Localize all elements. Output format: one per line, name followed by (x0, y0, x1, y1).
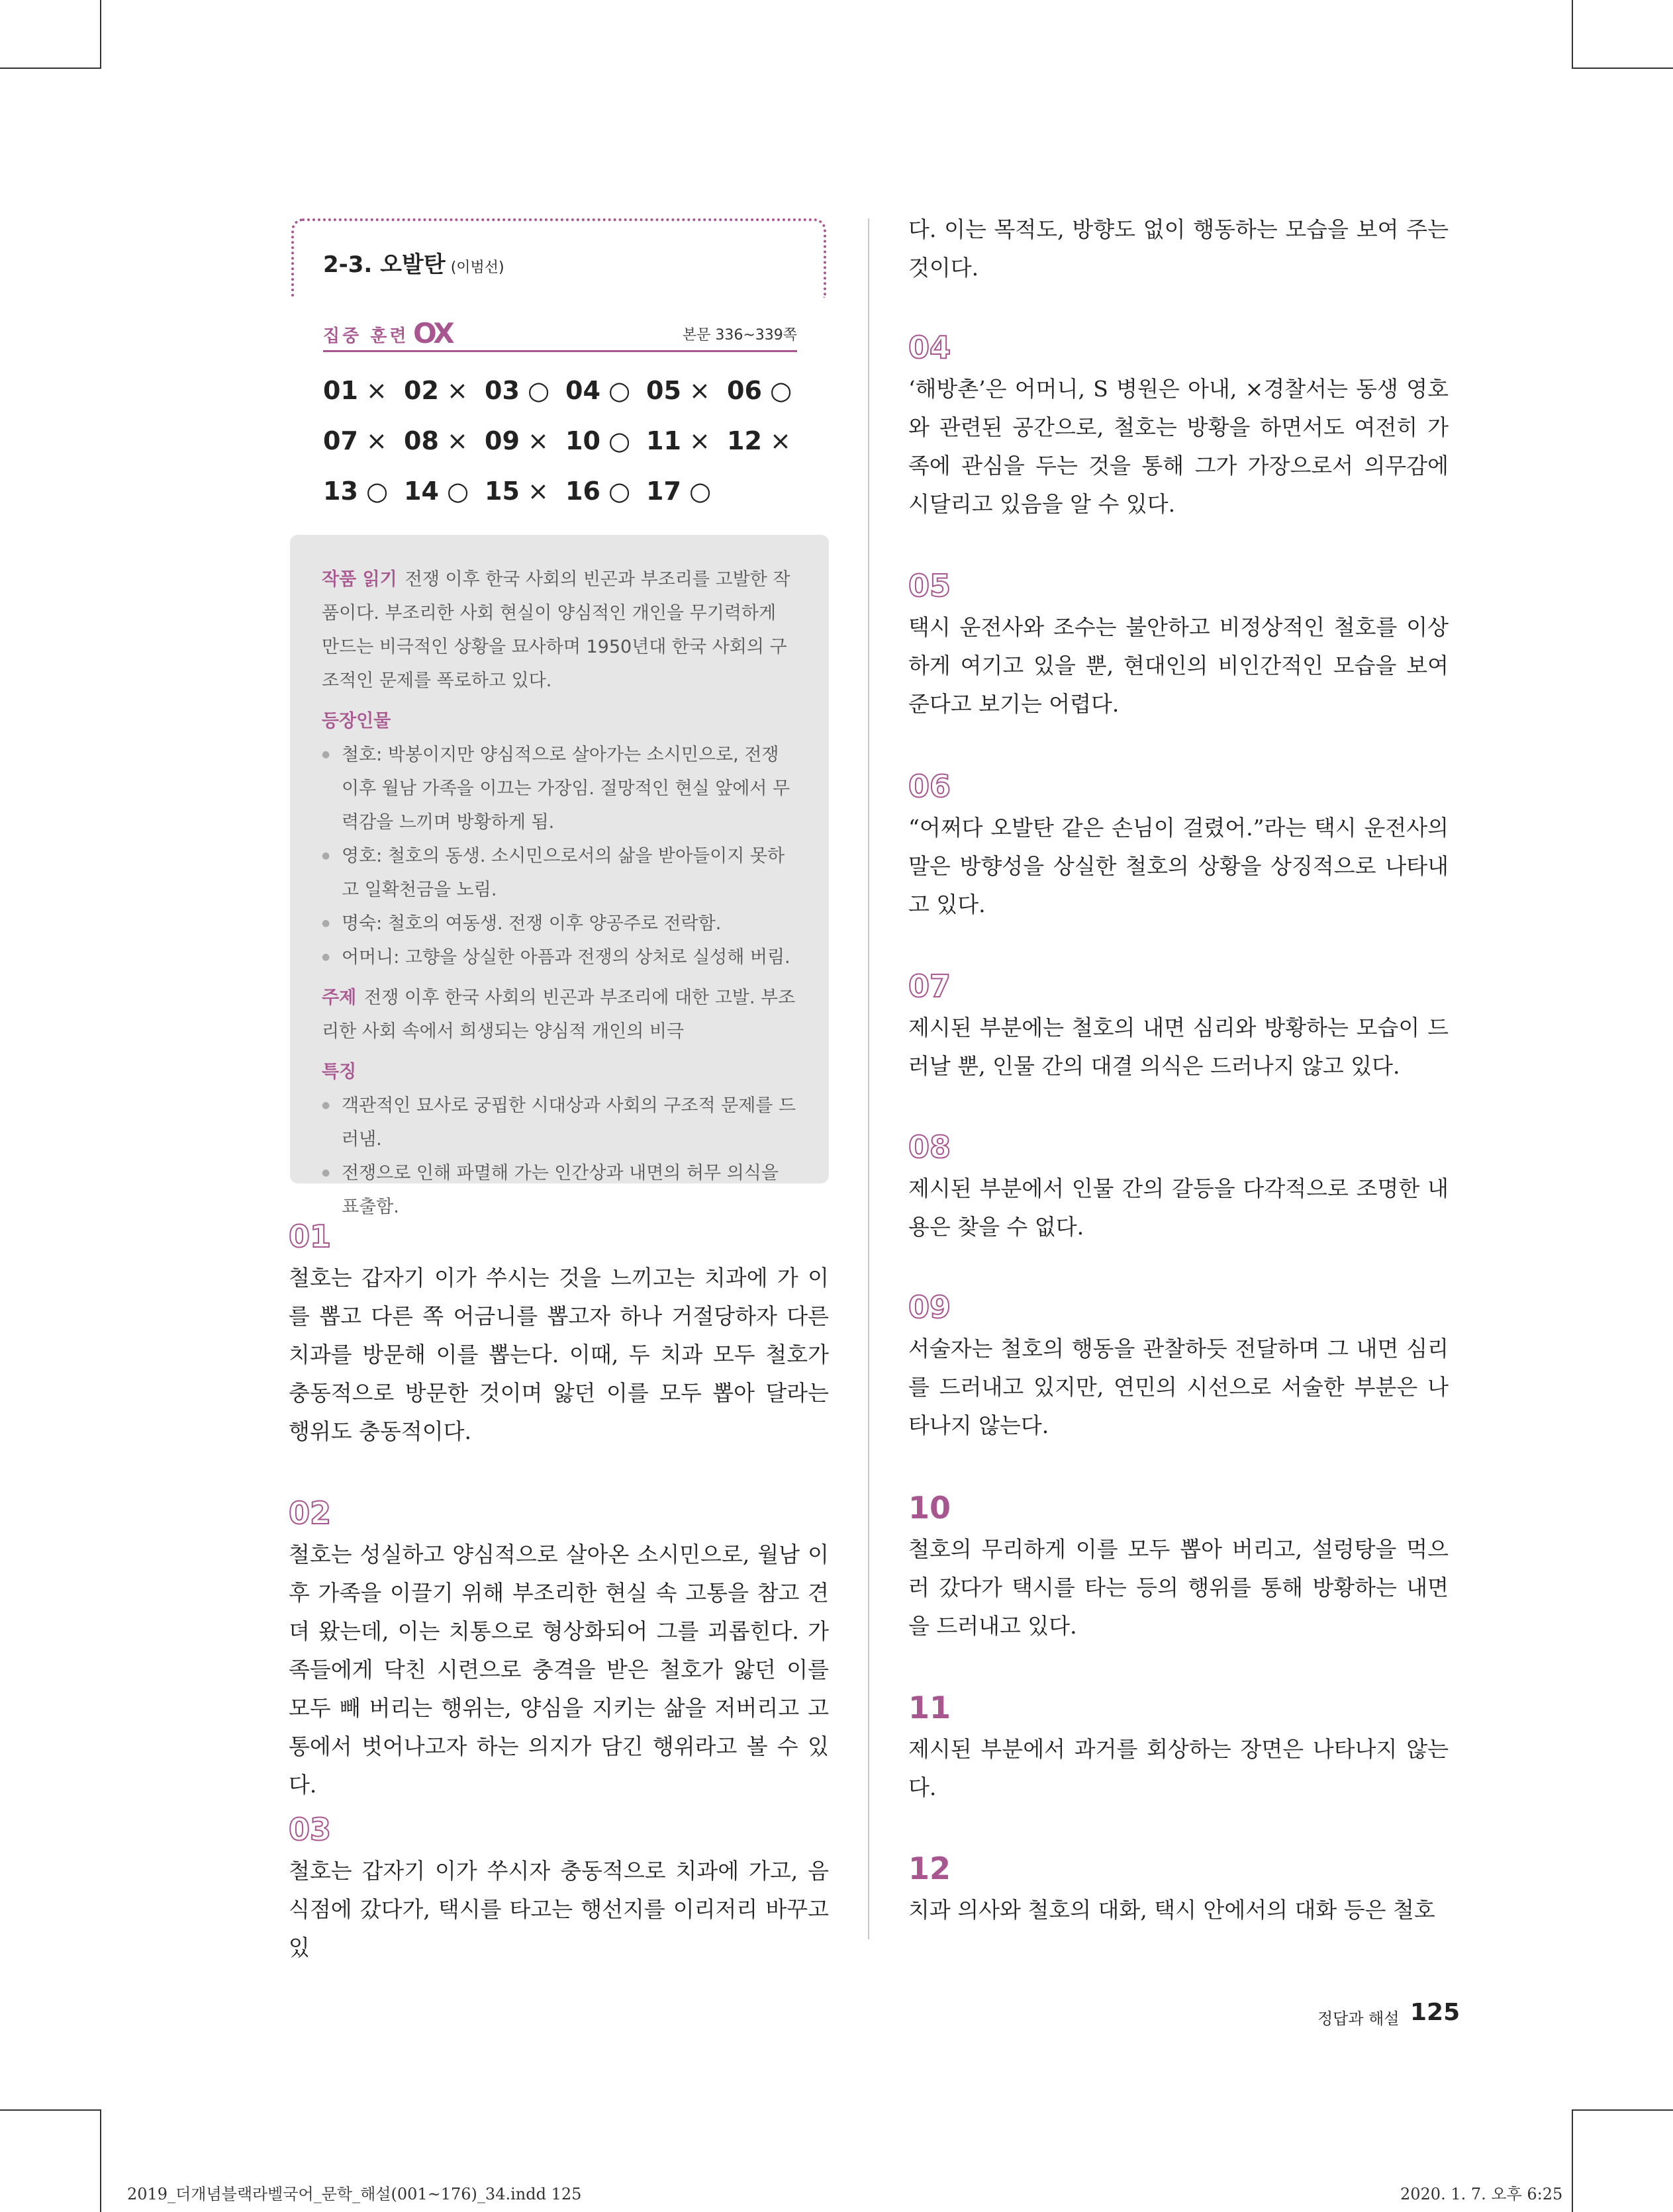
character-item: ● 철호: 박봉이지만 양심적으로 살아가는 소시민으로, 전쟁 이후 월남 가족을 이끄는 가장임. 절망적인 현실 앞에서 무력감을 느끼며 방황하게 됨. (322, 738, 797, 839)
answer-item: 06 ○ (727, 376, 792, 405)
answer-item: 13 ○ (323, 477, 389, 506)
answer-item: 16 ○ (565, 477, 631, 506)
explanation-08 (908, 1127, 1449, 1246)
reading-label: 작품 읽기 (322, 569, 397, 590)
theme-text: 전쟁 이후 한국 사회의 빈곤과 부조리에 대한 고발. 부조리한 사회 속에서 희생되는 양심적 개인의 비극 (322, 988, 796, 1042)
crop-mark (1572, 2109, 1673, 2111)
crop-mark (100, 0, 101, 68)
explanation-text: 치과 의사와 철호의 대화, 택시 안에서의 대화 등은 철호 (908, 1897, 1435, 1923)
answer-row (323, 477, 826, 527)
answer-item: 08 × (404, 426, 468, 455)
explanation-text: 제시된 부분에는 철호의 내면 심리와 방황하는 모습이 드러날 뿐, 인물 간의 대결 의식은 드러나지 않고 있다. (908, 1015, 1449, 1079)
question-number: 07 (908, 968, 951, 1004)
question-number: 03 (289, 1812, 332, 1847)
print-slug-file: 2019_더개념블랙라벨국어_문학_해설(001~176)_34.indd 125 (127, 2185, 582, 2203)
explanation-05 (908, 566, 1449, 723)
answer-item: 17 ○ (646, 477, 712, 506)
explanation-text: 철호는 갑자기 이가 쑤시자 충동적으로 치과에 가고, 음식점에 갔다가, 택시를 타고는 행선지를 이리저리 바꾸고 있 (289, 1858, 829, 1960)
footer-label: 정답과 해설 (1317, 2009, 1400, 2028)
explanation-02 (289, 1493, 829, 1804)
character-item: ● 명숙: 철호의 여동생. 전쟁 이후 양공주로 전락함. (322, 907, 797, 941)
feature-item: ● 전쟁으로 인해 파멸해 가는 인간상과 내면의 허무 의식을 표출함. (322, 1156, 797, 1224)
question-number: 05 (908, 568, 951, 604)
unit-title-text: 2-3. 오발탄 (323, 252, 446, 278)
explanation-06 (908, 766, 1449, 924)
crop-mark (0, 2109, 101, 2111)
answer-item: 10 ○ (565, 426, 631, 455)
feature-item: ● 객관적인 묘사로 궁핍한 시대상과 사회의 구조적 문제를 드러냄. (322, 1089, 797, 1156)
explanation-text: 제시된 부분에서 인물 간의 갈등을 다각적으로 조명한 내용은 찾을 수 없다. (908, 1175, 1449, 1240)
character-item: ● 어머니: 고향을 상실한 아픔과 전쟁의 상처로 실성해 버림. (322, 941, 797, 974)
explanation-07 (908, 966, 1449, 1085)
answer-item: 02 × (404, 376, 468, 405)
print-slug-date: 2020. 1. 7. 오후 6:25 (1400, 2185, 1563, 2203)
theme-section (322, 981, 797, 1048)
answer-item: 09 × (485, 426, 549, 455)
question-number: 11 (908, 1690, 951, 1726)
explanation-text: 제시된 부분에서 과거를 회상하는 장면은 나타나지 않는다. (908, 1736, 1449, 1800)
training-label: 집중 훈련 (323, 326, 409, 346)
reading-text: 전쟁 이후 한국 사회의 빈곤과 부조리를 고발한 작품이다. 부조리한 사회 현실이 양심적인 개인을 무기력하게 만드는 비극적인 상황을 묘사하며 1950년대 한국 사회의 구조적인 문제를 폭로하고 있다. (322, 569, 790, 691)
ox-logo: OX (413, 317, 452, 349)
answer-item: 15 × (485, 477, 549, 506)
explanation-text: 철호는 갑자기 이가 쑤시는 것을 느끼고는 치과에 가 이를 뽑고 다른 쪽 어금니를 뽑고자 하나 거절당하자 다른 치과를 방문해 이를 뽑는다. 이때, 두 치과 모두 철호가 충동적으로 방문한 것이며 앓던 이를 모두 뽑아 달라는 행위도 충동적이다. (289, 1265, 829, 1444)
explanation-12 (908, 1849, 1449, 1929)
explanation-text: 철호는 성실하고 양심적으로 살아온 소시민으로, 월남 이후 가족을 이끌기 위해 부조리한 현실 속 고통을 참고 견뎌 왔는데, 이는 치통으로 형상화되어 그를 괴롭힌다. 가족들에게 닥친 시련으로 충격을 받은 철호가 앓던 이를 모두 빼 버리는 행위는, 양심을 지키는 삶을 저버리고 고통에서 벗어나고자 하는 의지가 담긴 행위라고 볼 수 있다. (289, 1542, 829, 1798)
page-number: 125 (1410, 1999, 1460, 2026)
answer-item: 03 ○ (485, 376, 550, 405)
explanation-11 (908, 1688, 1449, 1807)
character-item: ● 영호: 철호의 동생. 소시민으로서의 삶을 받아들이지 못하고 일확천금을 노림. (322, 839, 797, 907)
question-number: 08 (908, 1129, 951, 1165)
explanation-text: 서술자는 철호의 행동을 관찰하듯 전달하며 그 내면 심리를 드러내고 있지만, 연민의 시선으로 서술한 부분은 나타나지 않는다. (908, 1336, 1449, 1438)
explanation-09 (908, 1287, 1449, 1445)
features-label: 특징 (322, 1062, 357, 1082)
unit-title (323, 246, 504, 279)
explanation-03-continued (908, 210, 1449, 287)
unit-author: (이범선) (450, 259, 504, 276)
work-info-box (290, 535, 829, 1217)
answer-item: 01 × (323, 376, 387, 405)
answer-item: 14 ○ (404, 477, 469, 506)
answer-item: 07 × (323, 426, 387, 455)
answer-grid (323, 376, 826, 527)
column-divider (868, 218, 869, 1939)
explanation-text: 다. 이는 목적도, 방향도 없이 행동하는 모습을 보여 주는 것이다. (908, 216, 1449, 281)
explanation-text: 철호의 무리하게 이를 모두 뽑아 버리고, 설렁탕을 먹으러 갔다가 택시를 타는 등의 행위를 통해 방황하는 내면을 드러내고 있다. (908, 1536, 1449, 1639)
characters-label: 등장인물 (322, 711, 391, 731)
crop-mark (1572, 2109, 1573, 2212)
question-number: 02 (289, 1495, 332, 1531)
answer-item: 05 × (646, 376, 710, 405)
question-number: 12 (908, 1851, 951, 1886)
crop-mark (100, 2109, 101, 2212)
answer-item: 12 × (727, 426, 791, 455)
answer-row (323, 426, 826, 477)
crop-mark (0, 68, 101, 69)
page-reference: 본문 336~339쪽 (682, 327, 797, 344)
question-number: 01 (289, 1219, 332, 1254)
explanation-04 (908, 328, 1449, 524)
question-number: 04 (908, 330, 951, 365)
question-number: 06 (908, 768, 951, 804)
training-header (323, 317, 797, 352)
answer-item: 04 ○ (565, 376, 631, 405)
crop-mark (1572, 0, 1573, 68)
crop-mark (1572, 68, 1673, 69)
theme-label: 주제 (322, 988, 357, 1008)
explanation-10 (908, 1488, 1449, 1645)
explanation-text: “어쩌다 오발탄 같은 손님이 걸렸어.”라는 택시 운전사의 말은 방향성을 상실한 철호의 상황을 상징적으로 나타내고 있다. (908, 815, 1449, 917)
question-number: 09 (908, 1289, 951, 1325)
explanation-03 (289, 1810, 829, 1967)
explanation-text: ‘해방촌’은 어머니, S 병원은 아내, ×경찰서는 동생 영호와 관련된 공간으로, 철호는 방황을 하면서도 여전히 가족에 관심을 두는 것을 통해 그가 가장으로서 의무감에 시달리고 있음을 알 수 있다. (908, 376, 1449, 517)
answer-row (323, 376, 826, 426)
explanation-text: 택시 운전사와 조수는 불안하고 비정상적인 철호를 이상하게 여기고 있을 뿐, 현대인의 비인간적인 모습을 보여 준다고 보기는 어렵다. (908, 614, 1449, 717)
explanation-01 (289, 1217, 829, 1451)
question-number: 10 (908, 1490, 951, 1526)
answer-item: 11 × (646, 426, 710, 455)
reading-section (322, 563, 797, 698)
